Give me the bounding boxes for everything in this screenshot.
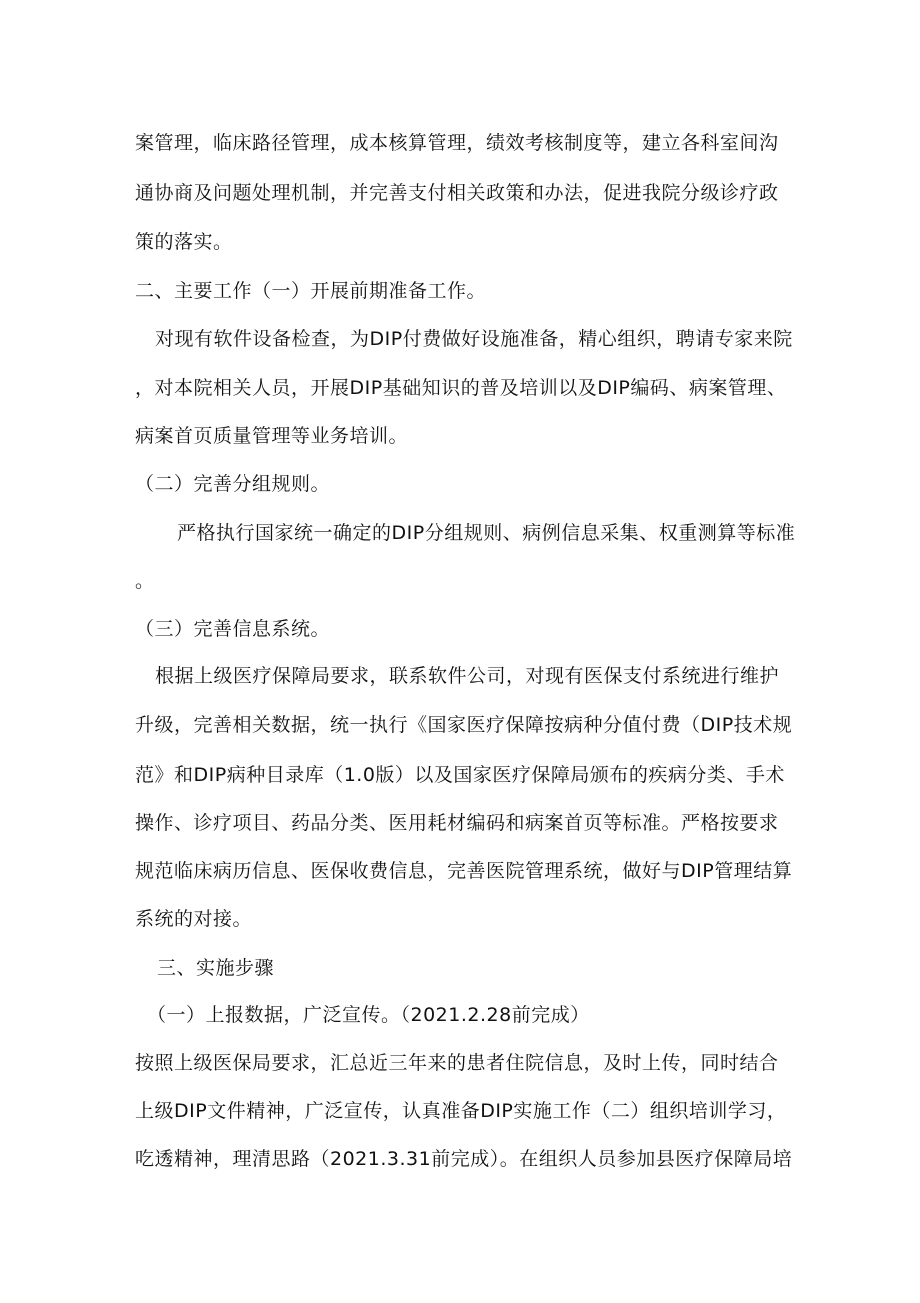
paragraph-line: 按照上级医保局要求，汇总近三年来的患者住院信息，及时上传，同时结合 bbox=[135, 1052, 779, 1074]
paragraph-line: 上级DIP文件精神，广泛宣传，认真准备DIP实施工作（二）组织培训学习， bbox=[135, 1100, 787, 1122]
subsection-heading: （一）上报数据，广泛宣传。（2021.2.28前完成） bbox=[147, 1004, 590, 1026]
subsection-heading: （二）完善分组规则。 bbox=[135, 473, 331, 495]
paragraph-line: 系统的对接。 bbox=[135, 908, 253, 930]
paragraph-line: 对现有软件设备检查，为DIP付费做好设施准备，精心组织，聘请专家来院 bbox=[155, 328, 793, 350]
paragraph-line: 吃透精神，理清思路（2021.3.31前完成）。在组织人员参加县医疗保障局培 bbox=[135, 1148, 793, 1170]
paragraph-line: 。 bbox=[135, 570, 155, 592]
paragraph-line: 通协商及问题处理机制，并完善支付相关政策和办法，促进我院分级诊疗政 bbox=[135, 182, 779, 204]
paragraph-line: 严格执行国家统一确定的DIP分组规则、病例信息采集、权重测算等标准 bbox=[177, 522, 796, 544]
paragraph-line: 升级，完善相关数据，统一执行《国家医疗保障按病种分值付费（DIP技术规 bbox=[135, 714, 793, 736]
paragraph-line: 根据上级医疗保障局要求，联系软件公司，对现有医保支付系统进行维护 bbox=[155, 665, 780, 687]
paragraph-line: 案管理，临床路径管理，成本核算管理，绩效考核制度等，建立各科室间沟 bbox=[135, 132, 779, 154]
paragraph-line: 操作、诊疗项目、药品分类、医用耗材编码和病案首页等标准。严格按要求 bbox=[135, 812, 779, 834]
paragraph-line: 策的落实。 bbox=[135, 231, 233, 253]
paragraph-line: ，对本院相关人员，开展DIP基础知识的普及培训以及DIP编码、病案管理、 bbox=[135, 377, 787, 399]
paragraph-line: 范》和DIP病种目录库（1.0版）以及国家医疗保障局颁布的疾病分类、手术 bbox=[135, 764, 785, 786]
section-heading: 二、主要工作（一）开展前期准备工作。 bbox=[135, 280, 487, 302]
section-heading: 三、实施步骤 bbox=[157, 957, 275, 979]
subsection-heading: （三）完善信息系统。 bbox=[135, 618, 331, 640]
paragraph-line: 规范临床病历信息、医保收费信息，完善医院管理系统，做好与DIP管理结算 bbox=[135, 860, 793, 882]
paragraph-line: 病案首页质量管理等业务培训。 bbox=[135, 425, 409, 447]
